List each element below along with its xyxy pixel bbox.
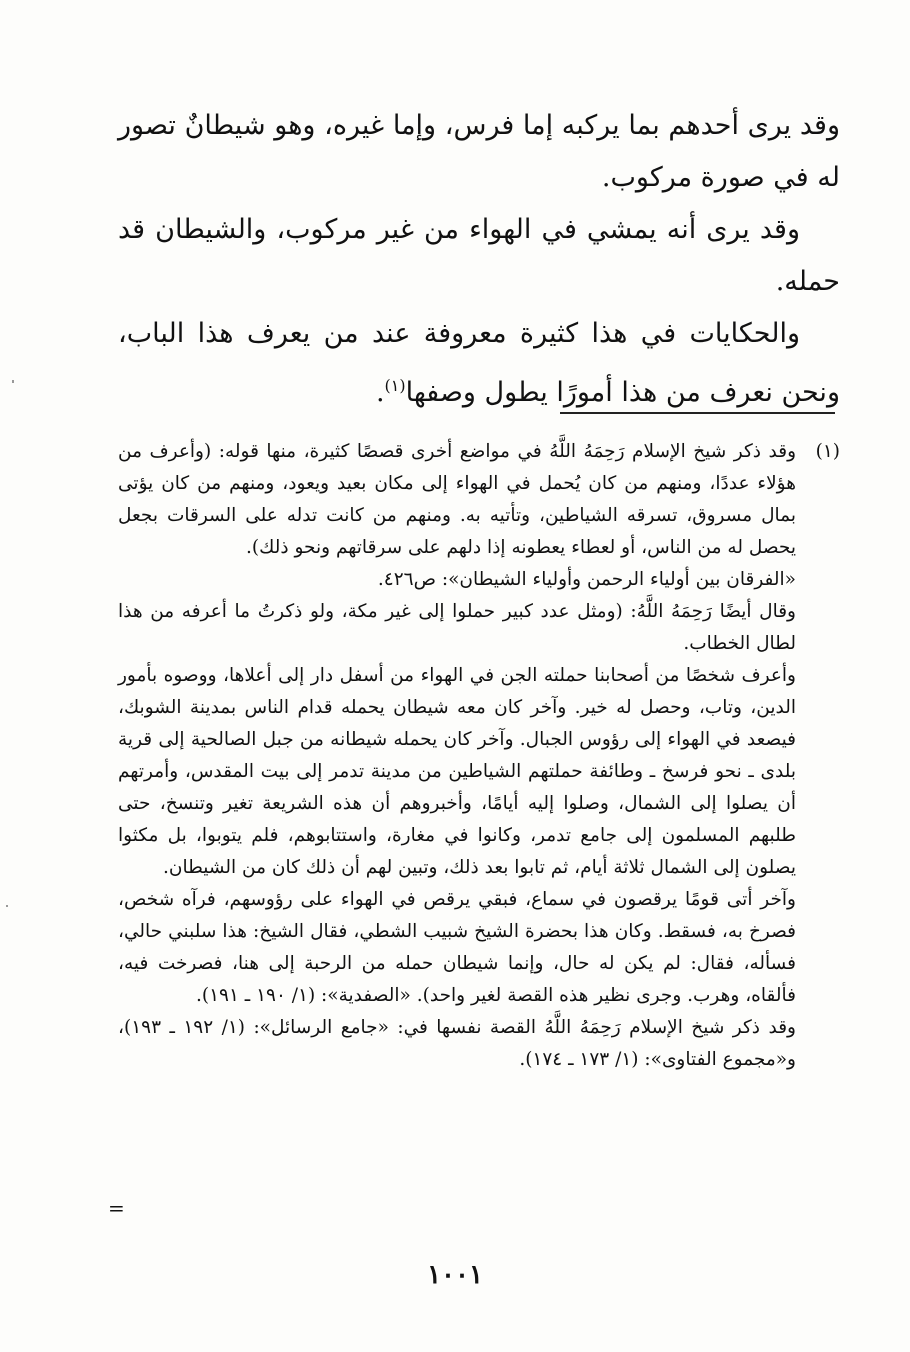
footnotes-block: [118, 436, 840, 1076]
main-paragraph-3: [118, 308, 840, 419]
footnote-paragraph-6: وقد ذكر شيخ الإسلام رَحِمَهُ اللَّهُ القصة نفسها في: «جامع الرسائل»: (١/ ١٩٢ ـ ١٩٣)، و«مجموع الفتاوى»: (١/ ١٧٣ ـ ١٧٤).: [118, 1017, 796, 1070]
main-paragraph-3-text: والحكايات في هذا كثيرة معروفة عند من يعرف هذا الباب، ونحن نعرف من هذا أمورًا يطول وصفها: [118, 318, 840, 408]
footnote-reference[interactable]: (١): [384, 376, 406, 395]
main-paragraph-3-end: .: [375, 377, 385, 408]
footnote-paragraph-1: وقد ذكر شيخ الإسلام رَحِمَهُ اللَّهُ في مواضع أخرى قصصًا كثيرة، منها قوله: (وأعرف من هؤلاء عددًا، ومنهم من كان يُحمل في الهواء إلى مكان بعيد ويعود، ومنهم من كان يؤتى بمال مسروق، تسرقه الشياطين، وتأتيه به. ومنهم من كانت تدله على السرقات بجعل يحصل له من الناس، أو لعطاء يعطونه إذا دلهم على سرقاتهم ونحو ذلك).: [118, 441, 796, 558]
main-paragraph-1: وقد يرى أحدهم بما يركبه إما فرس، وإما غيره، وهو شيطانٌ تصور له في صورة مركوب.: [118, 110, 840, 193]
footnote-paragraph-5: وآخر أتى قومًا يرقصون في سماع، فبقي يرقص في الهواء على رؤوسهم، فرآه شخص، فصرخ به، فسقط. وكان هذا بحضرة الشيخ شبيب الشطي، فقال الشيخ: هذا سلبني حالي، فسأله، فقال: لم يكن له حال، وإنما شيطان حمله من الرحبة إلى هنا، فصرخت فيه، فألقاه، وهرب. وجرى نظير هذه القصة لغير واحد). «الصفدية»: (١/ ١٩٠ ـ ١٩١).: [118, 889, 796, 1006]
scan-speck: [6, 905, 8, 907]
page-number: ١٠٠١: [427, 1260, 483, 1290]
footnote-paragraph-3: وقال أيضًا رَحِمَهُ اللَّهُ: (ومثل عدد كبير حملوا إلى غير مكة، ولو ذكرتُ ما أعرفه من هذا لطال الخطاب.: [118, 601, 796, 654]
footnote-paragraph-2: «الفرقان بين أولياء الرحمن وأولياء الشيطان»: ص٤٢٦.: [377, 569, 796, 590]
footnote-paragraph-4: وأعرف شخصًا من أصحابنا حملته الجن في الهواء من أسفل دار إلى أعلاها، ووصوه بأمور الدين، وتاب، وحصل له خير. وآخر كان معه شيطان يحمله قدام الناس بمدينة الشوبك، فيصعد في الهواء إلى رؤوس الجبال. وآخر كان يحمله شيطانه من جبل الصالحية إلى قرية بلدى ـ نحو فرسخ ـ وطائفة حملتهم الشياطين من مدينة تدمر إلى بيت المقدس، وأمرتهم أن يصلوا إلى الشمال، وصلوا إليه أيامًا، وأخبروهم أن هذه الشريعة تغير وتنسخ، حتى طلبهم المسلمون إلى جامع تدمر، وكانوا في مغارة، واستتابوهم، فلم يتوبوا، بل مكثوا يصلون إلى الشمال ثلاثة أيام، ثم تابوا بعد ذلك، وتبين لهم أن ذلك كان من الشيطان.: [118, 665, 796, 878]
main-text-block: [118, 100, 840, 419]
footnote-continuation-mark: =: [108, 1196, 125, 1220]
footnote-separator-rule: [560, 412, 835, 414]
footnote-body: [118, 436, 796, 1076]
main-paragraph-2: وقد يرى أنه يمشي في الهواء من غير مركوب، والشيطان قد حمله.: [118, 214, 840, 297]
footnote-1: [118, 436, 840, 1076]
scan-speck: [12, 380, 14, 383]
footnote-number: (١): [815, 441, 840, 462]
